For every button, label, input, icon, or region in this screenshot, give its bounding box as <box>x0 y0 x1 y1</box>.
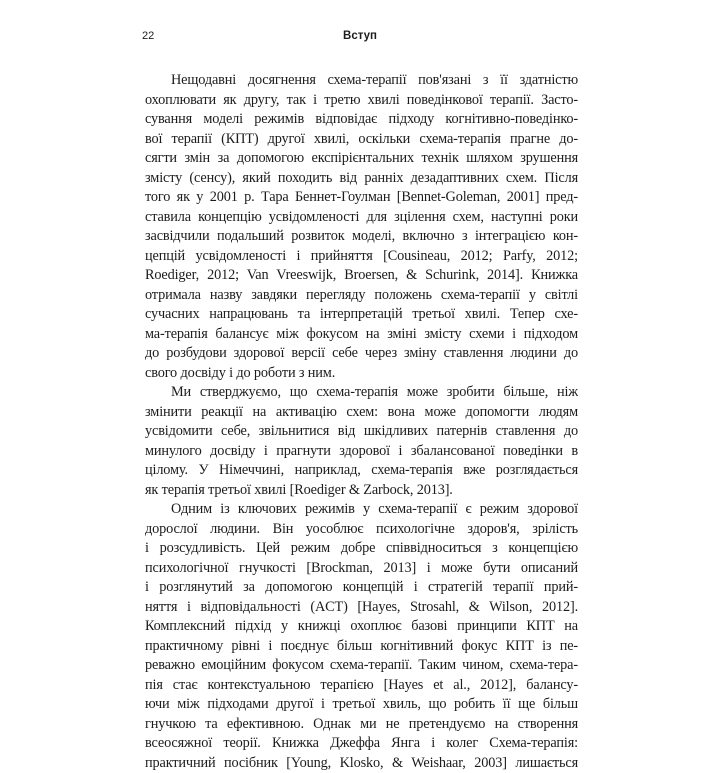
text-line: всеосяжної теорії. Книжка Джеффа Янга і колег Схема-терапія: <box>145 734 578 754</box>
text-line: змісту (сенсу), який походить від ранніх дезадаптивних схем. Після <box>145 169 578 189</box>
text-line: Нещодавні досягнення схема-терапії пов'язані з її здатністю <box>145 71 578 91</box>
text-line: сування моделі режимів відповідає підходу когнітивно-поведінко- <box>145 110 578 130</box>
body-text <box>145 71 578 773</box>
paragraph-1 <box>145 71 578 383</box>
paragraph-3 <box>145 500 578 773</box>
text-line: усвідомити себе, звільнитися від шкідливих патернів ставлення до <box>145 422 578 442</box>
text-line: до розбудови здорової версії себе через зміну ставлення людини до <box>145 344 578 364</box>
text-line: цепцій усвідомленості і прийняття [Cousineau, 2012; Parfy, 2012; <box>145 247 578 267</box>
text-line: Одним із ключових режимів у схема-терапії є режим здорової <box>145 500 578 520</box>
text-line: Ми стверджуємо, що схема-терапія може зробити більше, ніж <box>145 383 578 403</box>
text-line: свого досвіду і до роботи з ним. <box>145 364 578 384</box>
text-line: пія стає контекстуальною терапією [Hayes et al., 2012], балансу- <box>145 676 578 696</box>
text-line: сягти змін за допомогою експірієнтальних технік шляхом зрушення <box>145 149 578 169</box>
text-line: ючи між підходами другої і третьої хвиль, що робить її ще більш <box>145 695 578 715</box>
running-head: Вступ <box>142 30 578 42</box>
page-number: 22 <box>142 30 154 42</box>
text-line: охоплювати як другу, так і третю хвилі поведінкової терапії. Засто- <box>145 91 578 111</box>
paragraph-2 <box>145 383 578 500</box>
text-line: дорослої людини. Він уособлює психологічне здоров'я, зрілість <box>145 520 578 540</box>
text-line: практичний посібник [Young, Klosko, & Weishaar, 2003] лишається <box>145 754 578 773</box>
text-line: і розсудливість. Цей режим добре співвідноситься з концепцією <box>145 539 578 559</box>
text-line: реважно емоційним фокусом схема-терапії. Таким чином, схема-тера- <box>145 656 578 676</box>
text-line: як терапія третьої хвилі [Roediger & Zarbock, 2013]. <box>145 481 578 501</box>
text-line: вої терапії (КПТ) другої хвилі, оскільки схема-терапія прагне до- <box>145 130 578 150</box>
text-line: цілому. У Німеччині, наприклад, схема-терапія вже розглядається <box>145 461 578 481</box>
text-line: Roediger, 2012; Van Vreeswijk, Broersen, & Schurink, 2014]. Книжка <box>145 266 578 286</box>
text-line: психологічної гнучкості [Brockman, 2013] і може бути описаний <box>145 559 578 579</box>
text-line: Комплексний підхід у книжці охоплює базові принципи КПТ на <box>145 617 578 637</box>
text-line: і розглянутий за допомогою концепцій і стратегій терапії прий- <box>145 578 578 598</box>
text-line: ставила концепцію усвідомленості для зцілення схем, наступні роки <box>145 208 578 228</box>
text-line: отримала назву завдяки перегляду положень схема-терапії у світлі <box>145 286 578 306</box>
page-header <box>142 30 578 48</box>
text-line: ма-терапія балансує між фокусом на зміні змісту схеми і підходом <box>145 325 578 345</box>
text-line: минулого досвіду і прагнути здорової і збалансованої поведінки в <box>145 442 578 462</box>
text-line: няття і відповідальності (ACT) [Hayes, Strosahl, & Wilson, 2012]. <box>145 598 578 618</box>
text-line: гнучкою та ефективною. Однак ми не претендуємо на створення <box>145 715 578 735</box>
text-line: сучасних напрацювань та інтерпретацій третьої хвилі. Тепер схе- <box>145 305 578 325</box>
text-line: засвідчили подальший розвиток моделі, включно з інтеграцією кон- <box>145 227 578 247</box>
text-line: змінити реакції на активацію схем: вона може допомогти людям <box>145 403 578 423</box>
text-line: практичному рівні і поєднує більш когнітивний фокус КПТ із пе- <box>145 637 578 657</box>
text-line: того як у 2001 р. Тара Беннет-Гоулман [Bennet-Goleman, 2001] пред- <box>145 188 578 208</box>
